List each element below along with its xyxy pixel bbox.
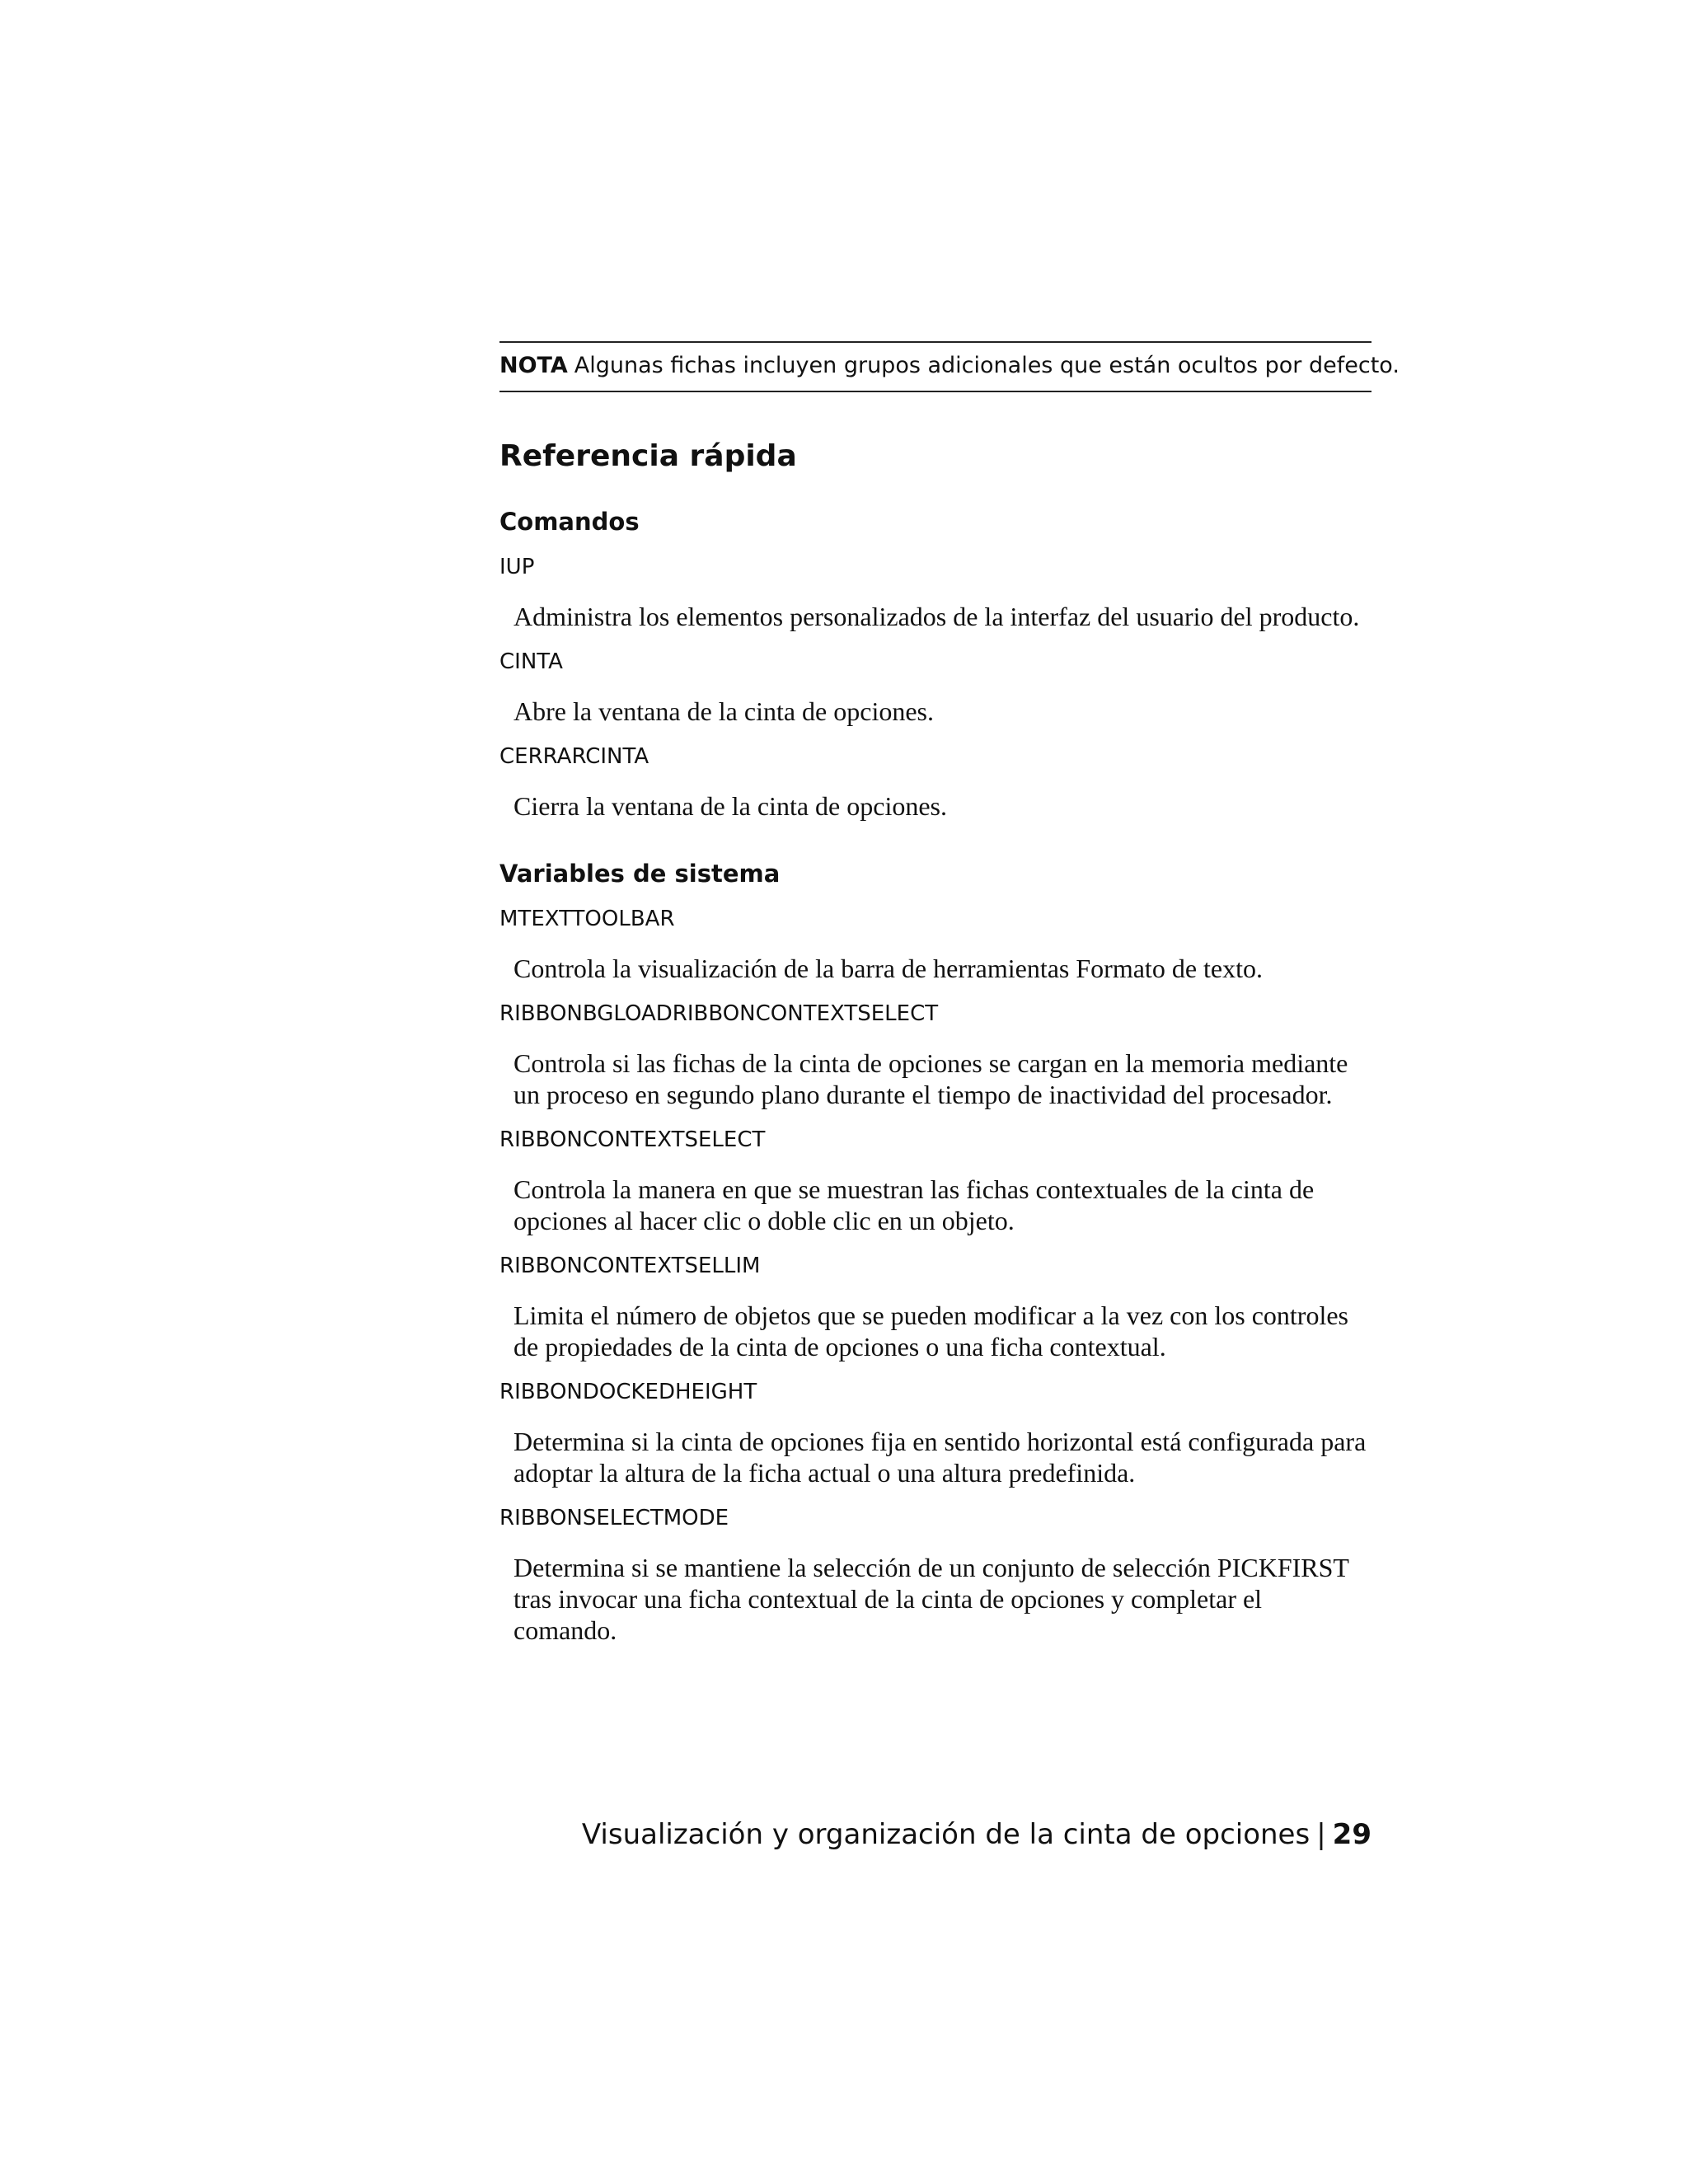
- variable-entry: [499, 1000, 1372, 1110]
- variable-entry: [499, 1378, 1372, 1488]
- variable-description: Limita el número de objetos que se pueden modificar a la vez con los controles de propiedades de la cinta de opciones o una ficha contextual.: [513, 1301, 1348, 1361]
- footer-separator: |: [1316, 1818, 1326, 1851]
- variable-description: Controla si las fichas de la cinta de opciones se cargan en la memoria mediante un proceso en segundo plano durante el tiempo de inactividad del procesador.: [513, 1048, 1348, 1109]
- variable-term: MTEXTTOOLBAR: [499, 907, 675, 931]
- note-box: [499, 341, 1400, 392]
- page-number: 29: [1332, 1818, 1372, 1851]
- variable-term: RIBBONDOCKEDHEIGHT: [499, 1380, 757, 1404]
- variable-term: RIBBONCONTEXTSELLIM: [499, 1254, 761, 1278]
- variable-entry: [499, 1504, 1372, 1646]
- variable-description: Controla la manera en que se muestran las fichas contextuales de la cinta de opciones al hacer clic o doble clic en un objeto.: [513, 1174, 1315, 1235]
- command-description: Administra los elementos personalizados de la interfaz del usuario del producto.: [513, 602, 1360, 631]
- system-variables-title: Variables de sistema: [499, 860, 781, 888]
- command-entry: [499, 648, 1372, 727]
- commands-title: Comandos: [499, 508, 640, 536]
- variable-term: RIBBONBGLOADRIBBONCONTEXTSELECT: [499, 1001, 939, 1026]
- command-description: Cierra la ventana de la cinta de opciones.: [513, 791, 947, 821]
- command-entry: [499, 743, 1372, 822]
- variable-description: Controla la visualización de la barra de herramientas Formato de texto.: [513, 954, 1263, 983]
- variable-entry: [499, 1252, 1372, 1362]
- variable-term: RIBBONCONTEXTSELECT: [499, 1127, 766, 1152]
- footer-chapter-title: Visualización y organización de la cinta de opciones: [581, 1818, 1311, 1851]
- commands-list: [499, 553, 1372, 822]
- command-term: IUP: [499, 555, 535, 579]
- command-term: CINTA: [499, 649, 563, 674]
- command-term: CERRARCINTA: [499, 744, 649, 769]
- variable-term: RIBBONSELECTMODE: [499, 1506, 729, 1530]
- variable-entry: [499, 905, 1372, 984]
- note-label: NOTA: [499, 353, 568, 378]
- page-footer: [582, 1816, 1372, 1853]
- section-title: Referencia rápida: [499, 439, 797, 473]
- system-variables-list: [499, 905, 1372, 1646]
- variable-description: Determina si la cinta de opciones fija en sentido horizontal está configurada para adoptar la altura de la ficha actual o una altura predefinida.: [513, 1427, 1367, 1488]
- page-content: [499, 341, 1400, 1646]
- variable-entry: [499, 1126, 1372, 1236]
- note-text: Algunas fichas incluyen grupos adicionales que están ocultos por defecto.: [574, 353, 1400, 378]
- command-description: Abre la ventana de la cinta de opciones.: [513, 696, 934, 726]
- variable-description: Determina si se mantiene la selección de un conjunto de selección PICKFIRST tras invocar una ficha contextual de la cinta de opciones y completar el comando.: [513, 1553, 1349, 1645]
- command-entry: [499, 553, 1372, 632]
